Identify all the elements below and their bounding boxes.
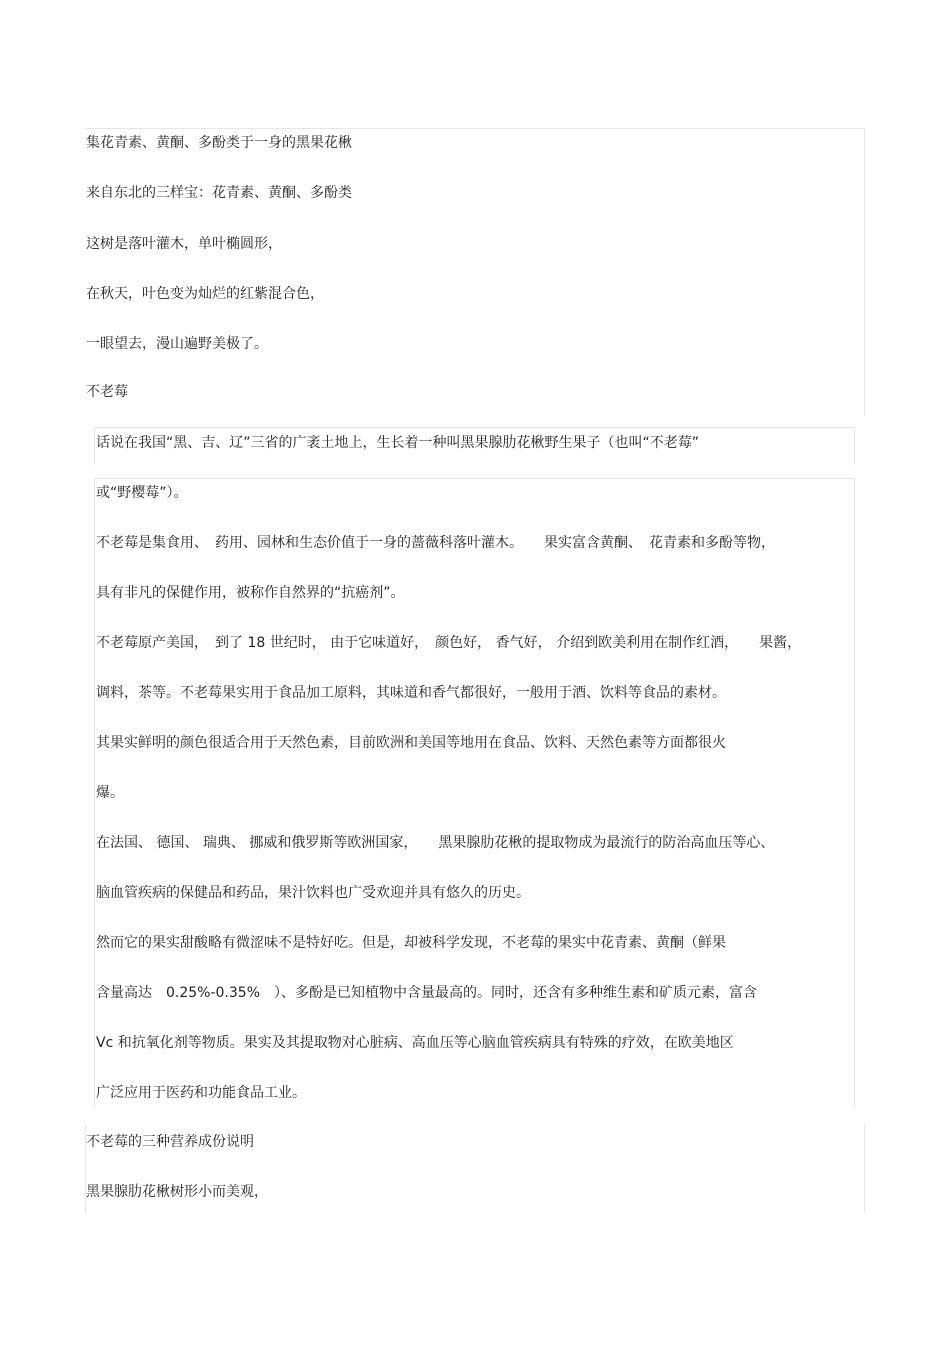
text-line: 具有非凡的保健作用，被称作自然界的“抗癌剂”。: [96, 585, 405, 601]
text-line: 在秋天，叶色变为灿烂的红紫混合色，: [86, 286, 324, 302]
text-line: 广泛应用于医药和功能食品工业。: [96, 1085, 306, 1101]
rule-top-2b: [94, 478, 854, 479]
rule-left-2a: [94, 427, 95, 465]
subheading-line: 不老莓: [86, 384, 128, 400]
rule-top-2a: [94, 427, 854, 428]
rule-right-2b: [854, 478, 855, 1108]
text-line: Vc 和抗氧化剂等物质。果实及其提取物对心脏病、高血压等心脑血管疾病具有特殊的疗效，在欧美地区: [96, 1035, 734, 1051]
heading-line: 集花青素、黄酮、多酚类于一身的黑果花楸: [86, 135, 352, 151]
text-line: 爆。: [96, 785, 124, 801]
text-line: 或“野樱莓”）。: [96, 485, 188, 501]
text-line: 在法国、 德国、 瑞典、 挪威和俄罗斯等欧洲国家， 黑果腺肋花楸的提取物成为最流行的防治高血压等心、: [96, 835, 775, 851]
text-line: 话说在我国“黑、吉、辽”三省的广袤土地上，生长着一种叫黑果腺肋花楸野生果子（也叫“不老莓”: [96, 435, 700, 451]
rule-right-2a: [854, 427, 855, 465]
subheading-line: 不老莓的三种营养成份说明: [86, 1134, 254, 1150]
text-line: 一眼望去，漫山遍野美极了。: [86, 336, 268, 352]
rule-left-2b: [94, 478, 95, 1108]
text-line: 其果实鲜明的颜色很适合用于天然色素，目前欧洲和美国等地用在食品、饮料、天然色素等方面都很火: [96, 735, 726, 751]
text-line: 含量高达 0.25%-0.35% ）、多酚是已知植物中含量最高的。同时，还含有多种维生素和矿质元素，富含: [96, 985, 757, 1001]
text-line: 不老莓是集食用、 药用、园林和生态价值于一身的蔷薇科落叶灌木。 果实富含黄酮、 花青素和多酚等物，: [96, 535, 775, 551]
text-line: 然而它的果实甜酸略有微涩味不是特好吃。但是，却被科学发现，不老莓的果实中花青素、黄酮（鲜果: [96, 935, 726, 951]
text-line: 调料，茶等。不老莓果实用于食品加工原料，其味道和香气都很好，一般用于酒、饮料等食品的素材。: [96, 685, 726, 701]
text-line: 脑血管疾病的保健品和药品，果汁饮料也广受欢迎并具有悠久的历史。: [96, 885, 530, 901]
text-line: 黑果腺肋花楸树形小而美观，: [86, 1184, 268, 1200]
text-line: 这树是落叶灌木，单叶椭圆形，: [86, 236, 282, 252]
text-line: 来自东北的三样宝：花青素、黄酮、多酚类: [86, 185, 352, 201]
rule-top: [85, 128, 865, 129]
rule-right-3: [864, 1125, 865, 1213]
rule-right-1: [864, 128, 865, 416]
text-line: 不老莓原产美国， 到了 18 世纪时， 由于它味道好， 颜色好， 香气好， 介绍到欧美利用在制作红酒， 果酱，: [96, 635, 802, 651]
